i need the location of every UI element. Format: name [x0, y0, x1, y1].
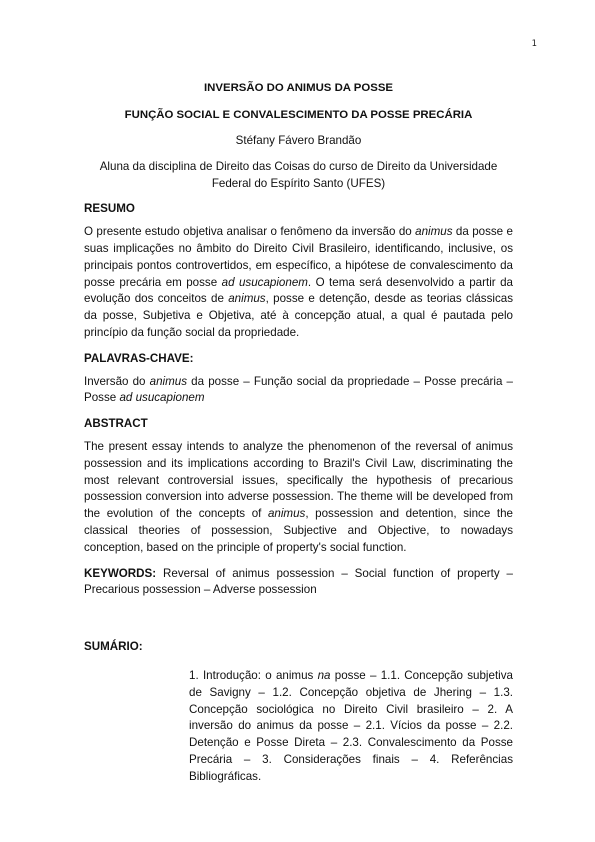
page-number: 1	[531, 39, 537, 49]
keywords-text: KEYWORDS: Reversal of animus possession – Social function of property – Precarious possession – Adverse possession	[84, 566, 513, 597]
sumario-heading: SUMÁRIO:	[84, 640, 143, 654]
palavras-chave-text: Inversão do animus da posse – Função social da propriedade – Posse precária – Posse ad usucapionem	[84, 374, 513, 405]
author-name: Stéfany Fávero Brandão	[235, 134, 362, 148]
author-affiliation: Aluna da disciplina de Direito das Coisas do curso de Direito da Universidade Federal do Espírito Santo (UFES)	[99, 159, 498, 190]
document-body	[84, 80, 513, 786]
keywords-heading: KEYWORDS:	[84, 566, 157, 580]
abstract-text: The present essay intends to analyze the phenomenon of the reversal of animus possession and its implications according to Brazil's Civil Law, discriminating the most relevant controversial issues, specifically the hypothesis of precarious possession conversion into adverse possession. The theme will be developed from the evolution of the concepts of animus, possession and detention, since the classical theories of possession, Subjective and Objective, to nowadays conception, based on the principle of property's social function.	[84, 440, 513, 554]
palavras-chave-heading: PALAVRAS-CHAVE:	[84, 351, 194, 365]
abstract-heading: ABSTRACT	[84, 417, 148, 431]
document-subtitle: FUNÇÃO SOCIAL E CONVALESCIMENTO DA POSSE PRECÁRIA	[124, 108, 473, 121]
document-title: INVERSÃO DO ANIMUS DA POSSE	[203, 82, 394, 94]
resumo-text: O presente estudo objetiva analisar o fenômeno da inversão do animus da posse e suas implicações no âmbito do Direito Civil Brasileiro, identificando, inclusive, os principais pontos controvertidos, em específico, a hipótese de convalescimento da posse precária em posse ad usucapionem. O tema será desenvolvido a partir da evolução dos conceitos de animus, posse e detenção, desde as teorias clássicas da posse, Subjetiva e Objetiva, até à concepção atual, a qual é pautada pelo princípio da função social da propriedade.	[84, 225, 513, 340]
sumario-text: 1. Introdução: o animus na posse – 1.1. Concepção subjetiva de Savigny – 1.2. Concepção objetiva de Jhering – 1.3. Concepção sociológica no Direito Civil brasileiro – 2. A inversão do animus da posse – 2.1. Vícios da posse – 2.2. Detenção e Posse Direta – 2.3. Convalescimento da Posse Precária – 3. Considerações finais – 4. Referências Bibliográficas.	[189, 668, 513, 783]
resumo-heading: RESUMO	[84, 202, 135, 216]
